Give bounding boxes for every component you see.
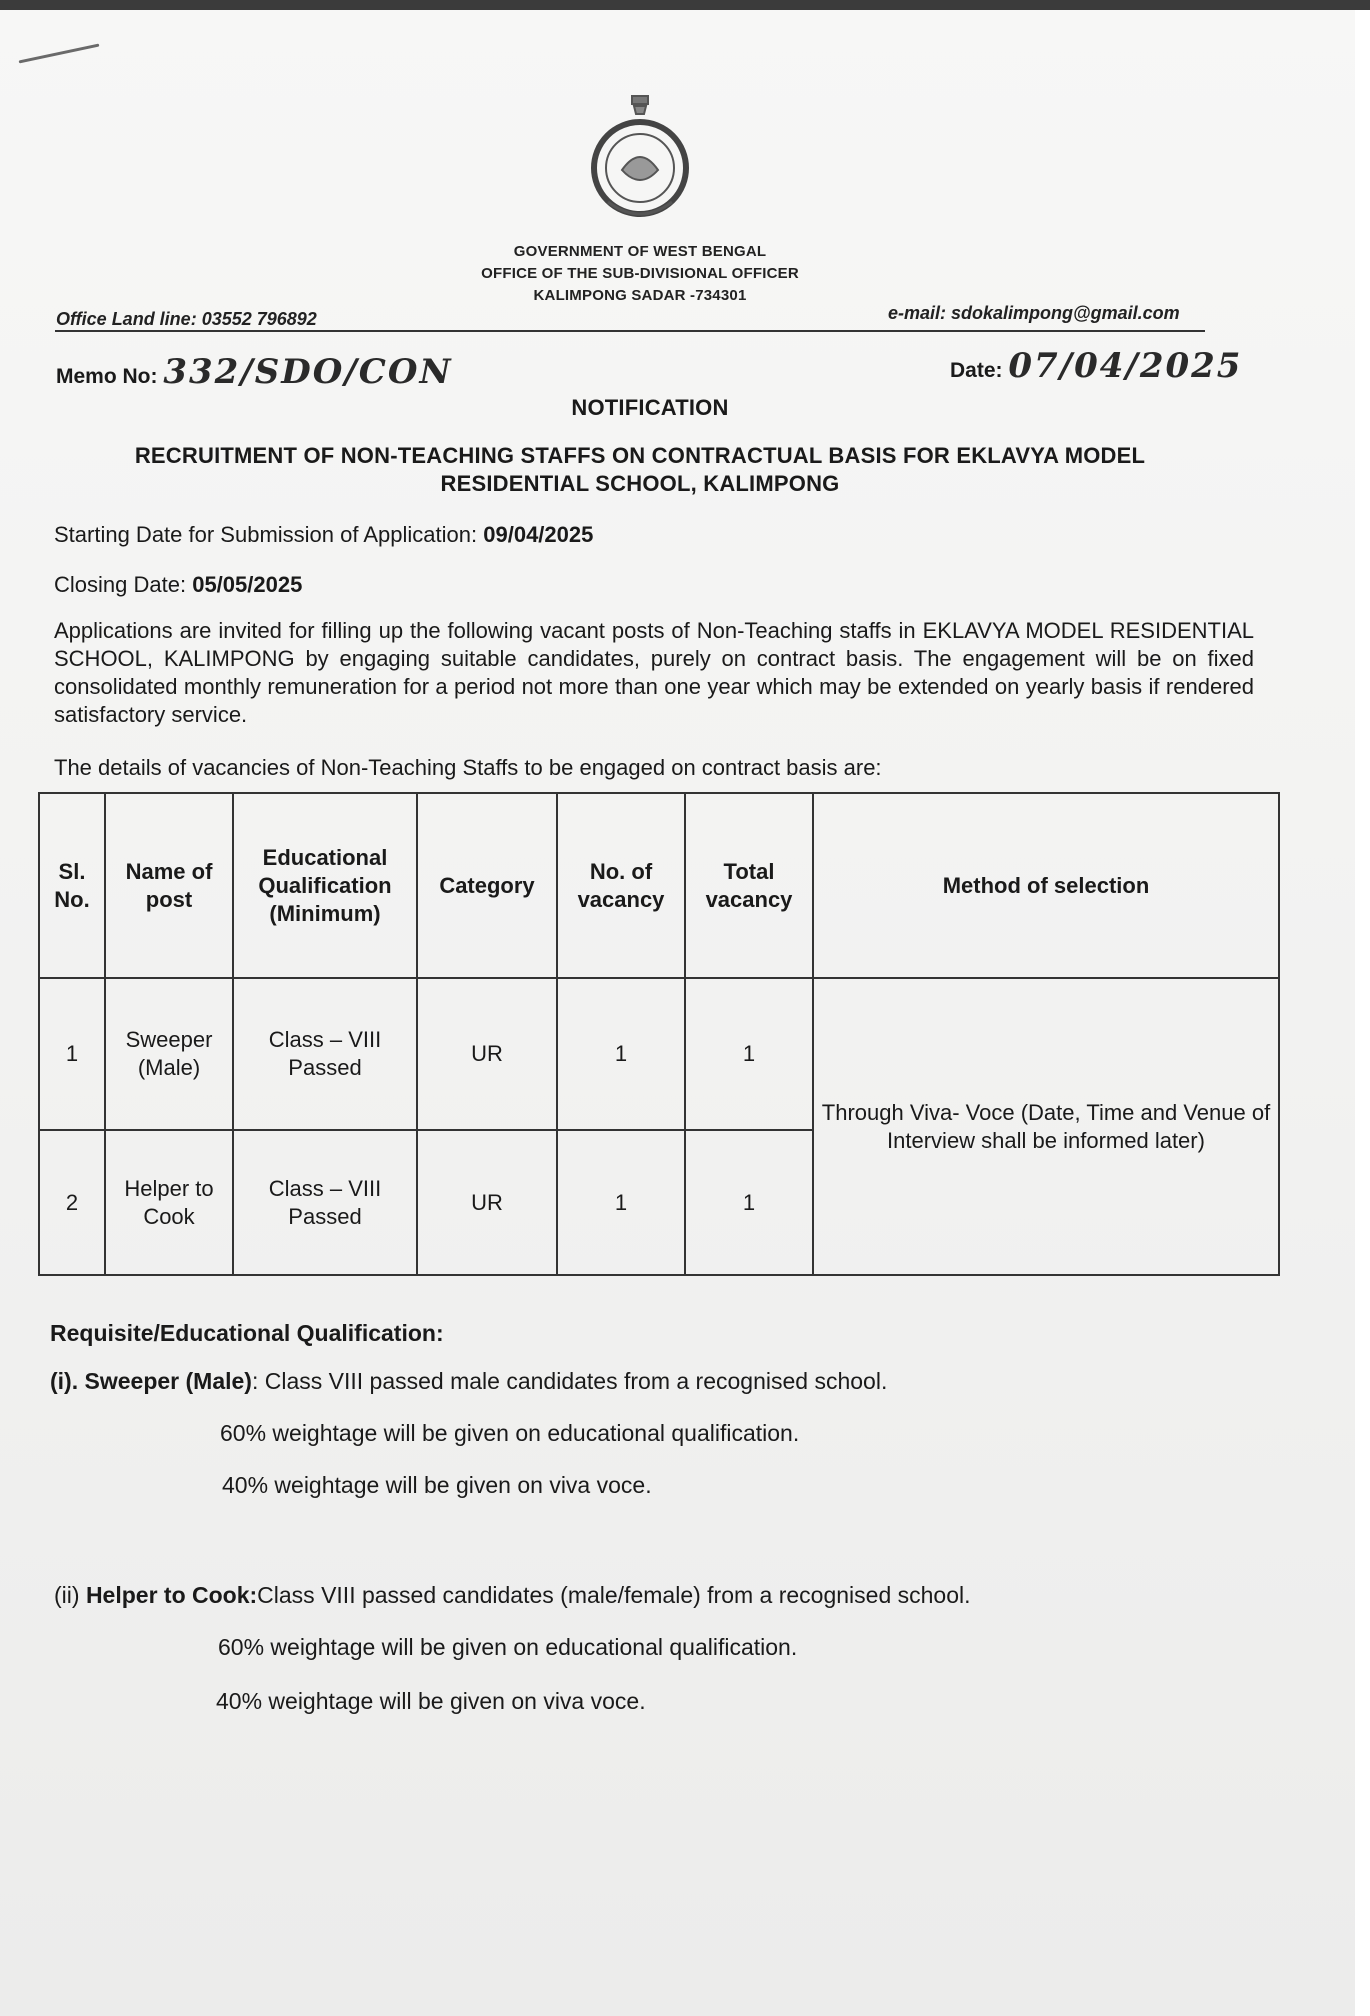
office-title: OFFICE OF THE SUB-DIVISIONAL OFFICER — [481, 265, 799, 282]
row-sl-no: 2 — [39, 1130, 105, 1275]
helper-weightage-viva: 40% weightage will be given on viva voce. — [216, 1688, 646, 1714]
method-of-selection-cell: Through Viva- Voce (Date, Time and Venue of Interview shall be informed later) — [813, 978, 1279, 1275]
recruitment-title-line1: RECRUITMENT OF NON-TEACHING STAFFS ON CONTRACTUAL BASIS FOR EKLAVYA MODEL — [134, 443, 1146, 468]
item-text: Class VIII passed candidates (male/female) from a recognised school. — [257, 1582, 971, 1608]
intro-paragraph: Applications are invited for filling up the following vacant posts of Non-Teaching staffs in EKLAVYA MODEL RESIDENTIAL SCHOOL, KALIMPONG by engaging suitable candidates, purely on contract basis. The engagement will be on fixed consolidated monthly remuneration for a period not more than one year which may be extended on yearly basis if rendered satisfactory service. — [54, 618, 1254, 727]
memo-label: Memo No: — [56, 365, 158, 388]
state-emblem-icon — [580, 92, 700, 222]
starting-date-value: 09/04/2025 — [483, 522, 594, 547]
item-text: : Class VIII passed male candidates from a recognised school. — [251, 1368, 888, 1394]
memo-date — [950, 346, 1242, 386]
row-total-vacancy: 1 — [685, 1130, 813, 1275]
header-sl-no: Sl. No. — [39, 793, 105, 978]
requisite-item-sweeper — [50, 1368, 887, 1395]
item-name: Sweeper (Male) — [84, 1368, 252, 1394]
memo-handwritten-value: 332/SDO/CON — [163, 352, 453, 392]
item-name: Helper to Cook: — [85, 1582, 258, 1608]
requisite-heading-text: Requisite/Educational Qualification: — [50, 1320, 444, 1346]
sweeper-weightage-viva: 40% weightage will be given on viva voce. — [222, 1472, 652, 1498]
table-row — [39, 978, 1279, 1130]
vacancy-table — [38, 792, 1280, 1276]
date-handwritten-value: 07/04/2025 — [1008, 346, 1243, 386]
helper-weightage-education: 60% weightage will be given on educational qualification. — [218, 1634, 798, 1660]
page-edge — [1355, 0, 1370, 2016]
closing-date-label: Closing Date: — [54, 572, 187, 597]
notification-heading: NOTIFICATION — [571, 395, 729, 420]
row-category: UR — [417, 978, 557, 1130]
background-band — [0, 0, 1370, 10]
header-category: Category — [417, 793, 557, 978]
govt-title: GOVERNMENT OF WEST BENGAL — [513, 243, 767, 260]
memo-number — [56, 352, 453, 392]
requisite-heading — [50, 1320, 444, 1347]
header-name-of-post: Name of post — [105, 793, 233, 978]
row-sl-no: 1 — [39, 978, 105, 1130]
row-post: Sweeper (Male) — [105, 978, 233, 1130]
row-no-of-vacancy: 1 — [557, 978, 685, 1130]
sweeper-weightage-education: 60% weightage will be given on educational qualification. — [220, 1420, 800, 1446]
row-total-vacancy: 1 — [685, 978, 813, 1130]
details-intro: The details of vacancies of Non-Teaching Staffs to be engaged on contract basis are: — [54, 755, 882, 780]
requisite-item-helper-to-cook — [54, 1582, 971, 1609]
table-header-row — [39, 793, 1279, 978]
header-total-vacancy: Total vacancy — [685, 793, 813, 978]
row-qualification: Class – VIII Passed — [233, 978, 417, 1130]
item-prefix: (ii) — [54, 1582, 86, 1608]
header-educational-qualification: Educational Qualification (Minimum) — [233, 793, 417, 978]
header-no-of-vacancy: No. of vacancy — [557, 793, 685, 978]
row-post: Helper to Cook — [105, 1130, 233, 1275]
row-no-of-vacancy: 1 — [557, 1130, 685, 1275]
recruitment-title-line2: RESIDENTIAL SCHOOL, KALIMPONG — [440, 471, 840, 496]
starting-date — [54, 521, 1154, 549]
office-landline: Office Land line: 03552 796892 — [56, 309, 317, 329]
header-rule — [55, 330, 1205, 332]
office-email: e-mail: sdokalimpong@gmail.com — [888, 303, 1180, 323]
row-qualification: Class – VIII Passed — [233, 1130, 417, 1275]
item-prefix: (i). — [50, 1368, 85, 1394]
row-category: UR — [417, 1130, 557, 1275]
date-label: Date: — [950, 359, 1003, 382]
closing-date-value: 05/05/2025 — [192, 572, 303, 597]
closing-date — [54, 571, 1154, 599]
starting-date-label: Starting Date for Submission of Application: — [54, 522, 478, 547]
header-method-of-selection: Method of selection — [813, 793, 1279, 978]
office-address: KALIMPONG SADAR -734301 — [533, 287, 747, 304]
